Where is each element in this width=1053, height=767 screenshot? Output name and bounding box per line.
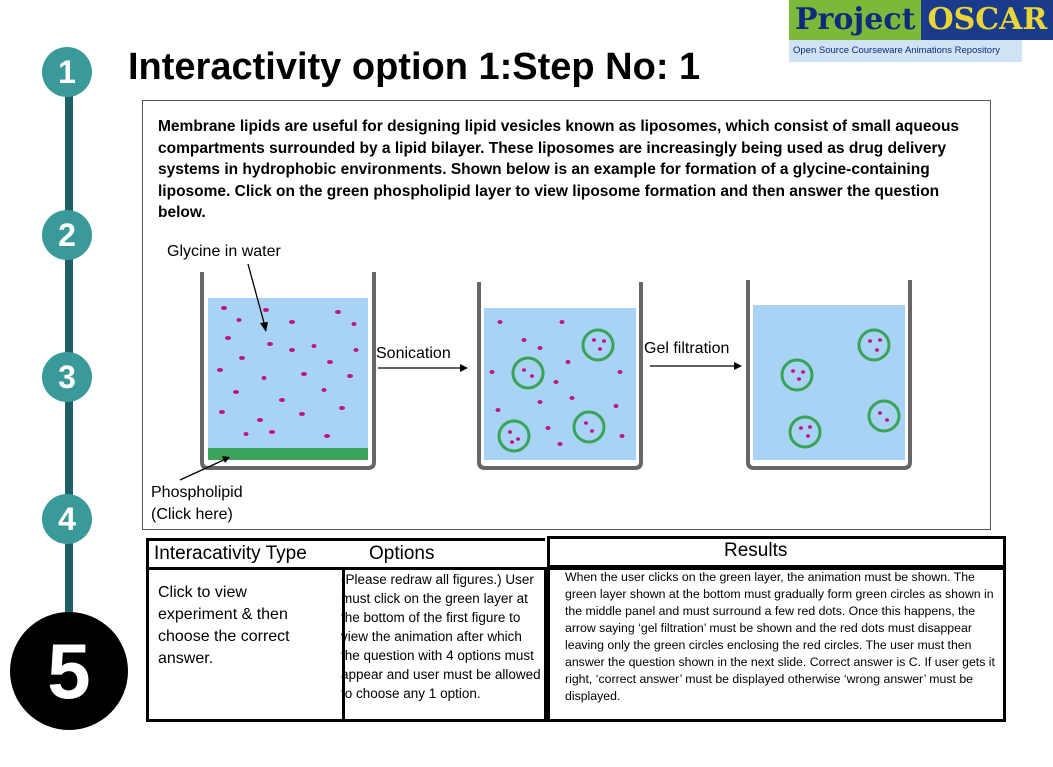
liposome-diagram [142, 230, 990, 530]
phospholipid-label: Phospholipid [151, 484, 243, 501]
gel-filtration-label: Gel filtration [644, 340, 730, 357]
logo-word-project: Project [789, 0, 921, 40]
type-cell-text: Click to view experiment & then choose the correct answer. [158, 584, 290, 667]
header-options: Options [369, 543, 435, 564]
logo-word-oscar: OSCAR [921, 0, 1053, 40]
phospholipid-layer[interactable] [208, 448, 368, 460]
step-rail [65, 70, 73, 630]
step-2-button[interactable]: 2 [42, 210, 92, 260]
header-results: Results [724, 540, 788, 561]
results-cell-text: When the user clicks on the green layer, the animation must be shown. The green layer shown at the bottom must gradually form green circles as shown in the middle panel and must surround a few red dots. Once this happens, the arrow saying ‘gel filtration’ must be shown and the red dots must disappear leaving only the green circles enclosing the red circles. The user must then answer the question shown in the next slide. Correct answer is C. If user gets it right, ‘correct answer’ must be displayed otherwise ‘wrong answer’ must be displayed. [565, 570, 995, 703]
beaker-2 [479, 282, 641, 468]
beaker-1 [202, 264, 374, 468]
intro-text: Membrane lipids are useful for designing lipid vesicles known as liposomes, which consist of small aqueous compartments surrounded by a lipid bilayer. These liposomes are increasingly being used as drug delivery systems in hydrophobic environments. Shown below is an example for formation of a glycine-containing liposome. Click on the green phospholipid layer to view liposome formation and then answer the question below. [158, 118, 960, 221]
step-3-button[interactable]: 3 [42, 352, 92, 402]
project-oscar-logo [789, 0, 1048, 62]
step-5-current[interactable]: 5 [10, 612, 128, 730]
click-here-label[interactable]: (Click here) [151, 506, 233, 523]
glycine-label: Glycine in water [167, 243, 281, 260]
step-4-button[interactable]: 4 [42, 494, 92, 544]
water-3 [753, 305, 905, 460]
gel-filtration-arrow-head [734, 362, 742, 370]
page-title: Interactivity option 1:Step No: 1 [128, 46, 701, 88]
header-interactivity-type: Interacativity Type [154, 543, 307, 564]
sonication-arrow-head [460, 364, 468, 372]
options-cell-text: (Please redraw all figures.) User must click on the green layer at the bottom of the first figure to view the animation after which the question with 4 options must appear and user must be allowed to choose any 1 option. [341, 572, 541, 701]
sonication-label: Sonication [376, 345, 451, 362]
beaker-3 [748, 280, 910, 468]
step-1-button[interactable]: 1 [42, 47, 92, 97]
water-1 [208, 298, 368, 460]
logo-subtitle: Open Source Courseware Animations Repository [789, 40, 1022, 62]
water-2 [484, 308, 636, 460]
